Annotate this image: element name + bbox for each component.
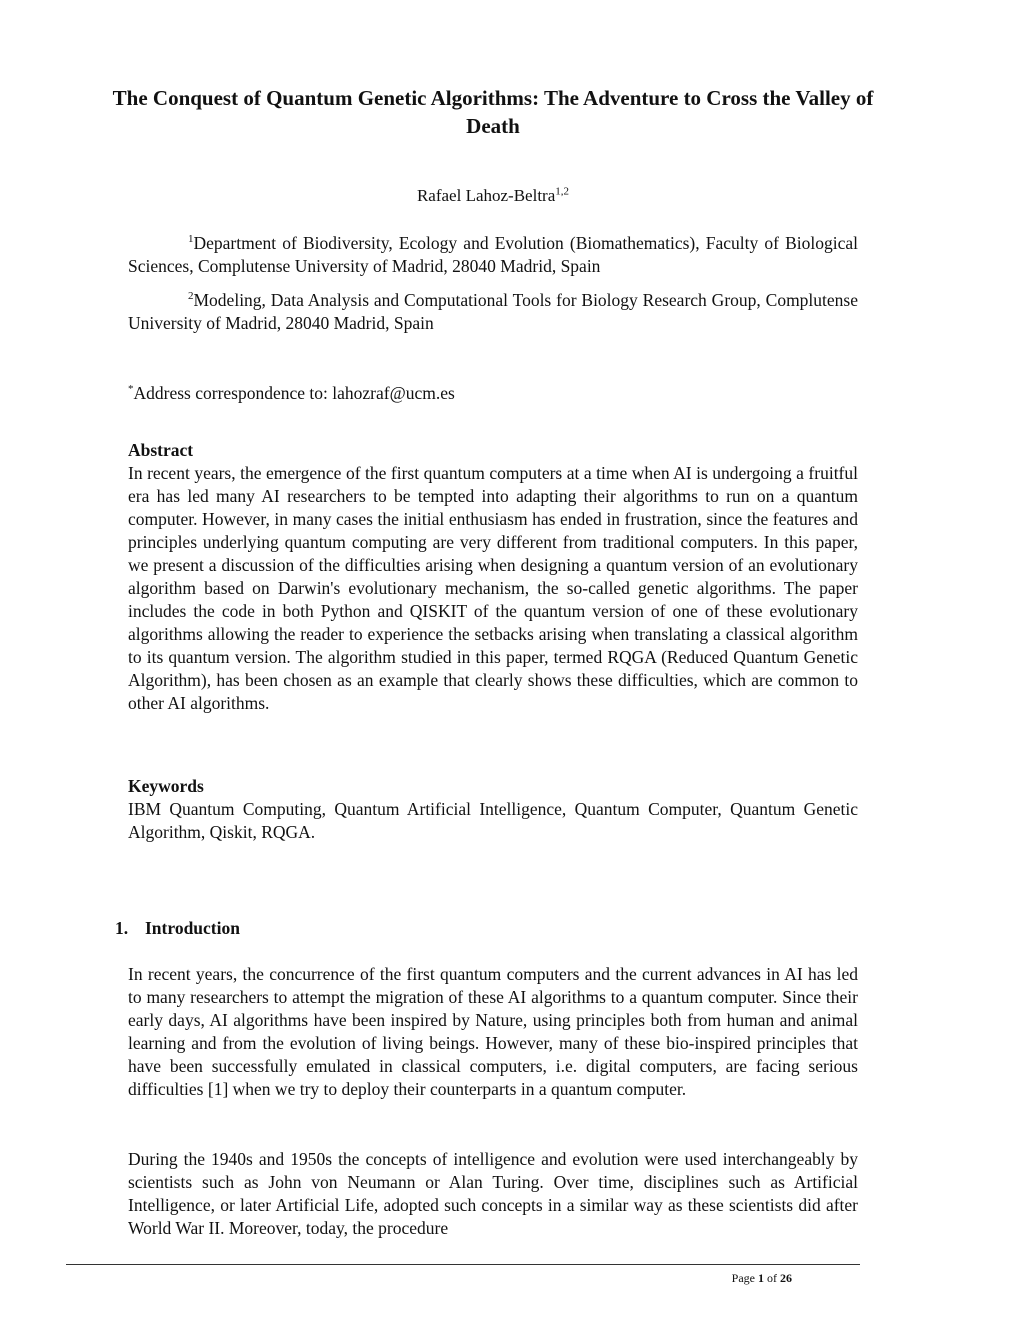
- affiliation-1-mark: 1: [188, 233, 194, 246]
- total-pages: 26: [780, 1271, 792, 1285]
- section-number: 1.: [115, 918, 129, 938]
- paragraph-text: During the 1940s and 1950s the concepts of intelligence and evolution were used interchangeably by scientists such as John von Neumann or Alan Turing. Over time, disciplines such as Artificial Intelligence, or later Artificial Life, adopted such concepts in a similar way as these scientists did after World War II. Moreover, today, the procedure: [128, 1149, 858, 1238]
- introduction-paragraph-1: [128, 963, 858, 1101]
- affiliation-1: [128, 232, 858, 278]
- affiliation-2: [128, 289, 858, 335]
- author-name: Rafael Lahoz-Beltra: [416, 186, 556, 205]
- section-title: Introduction: [145, 918, 240, 938]
- keywords-section: [128, 775, 858, 844]
- keywords-heading: Keywords: [128, 776, 204, 796]
- page-word: Page: [731, 1271, 755, 1285]
- abstract-section: [128, 439, 858, 715]
- paper-title: The Conquest of Quantum Genetic Algorithms: The Adventure to Cross the Valley of Death: [112, 86, 874, 138]
- page-number: 1: [758, 1271, 764, 1285]
- abstract-text: In recent years, the emergence of the first quantum computers at a time when AI is undergoing a fruitful era has led many AI researchers to be tempted into adapting their algorithms to run on a quantum computer. However, in many cases the initial enthusiasm has ended in frustration, since the features and principles underlying quantum computing are very different from traditional computers. In this paper, we present a discussion of the difficulties arising when designing a quantum version of an evolutionary algorithm based on Darwin's evolutionary mechanism, the so-called genetic algorithms. The paper includes the code in both Python and QISKIT of the quantum version of one of these evolutionary algorithms allowing the reader to experience the setbacks arising when translating a classical algorithm to its quantum version. The algorithm studied in this paper, termed RQGA (Reduced Quantum Genetic Algorithm), has been chosen as an example that clearly shows these difficulties, which are common to other AI algorithms.: [128, 463, 858, 713]
- affiliation-2-mark: 2: [188, 290, 194, 303]
- keywords-text: IBM Quantum Computing, Quantum Artificial Intelligence, Quantum Computer, Quantum Genetic Algorithm, Qiskit, RQGA.: [128, 799, 858, 842]
- introduction-heading: [115, 917, 240, 940]
- page-footer: [600, 1270, 792, 1286]
- footer-rule: [66, 1264, 860, 1265]
- author-line: [0, 184, 986, 208]
- correspondence-text: Address correspondence to: lahozraf@ucm.es: [133, 383, 455, 403]
- paragraph-text: In recent years, the concurrence of the first quantum computers and the current advances in AI has led to many researchers to attempt the migration of these AI algorithms to a quantum computer. Since their early days, AI algorithms have been inspired by Nature, using principles both from human and animal learning and from the evolution of living beings. However, many of these bio-inspired principles that have been successfully emulated in classical computers, i.e. digital computers, are facing serious difficulties [1] when we try to deploy their counterparts in a quantum computer.: [128, 964, 858, 1099]
- of-word: of: [767, 1271, 777, 1285]
- abstract-heading: Abstract: [128, 440, 194, 460]
- affiliation-2-text: Modeling, Data Analysis and Computational Tools for Biology Research Group, Complutense University of Madrid, 28040 Madrid, Spain: [128, 290, 858, 333]
- affiliation-1-text: Department of Biodiversity, Ecology and Evolution (Biomathematics), Faculty of Biological Sciences, Complutense University of Madrid, 28040 Madrid, Spain: [128, 233, 858, 276]
- introduction-paragraph-2: [128, 1148, 858, 1240]
- correspondence-mark: *: [128, 383, 134, 396]
- author-affiliation-marks: 1,2: [555, 185, 570, 198]
- correspondence-line: [128, 382, 858, 405]
